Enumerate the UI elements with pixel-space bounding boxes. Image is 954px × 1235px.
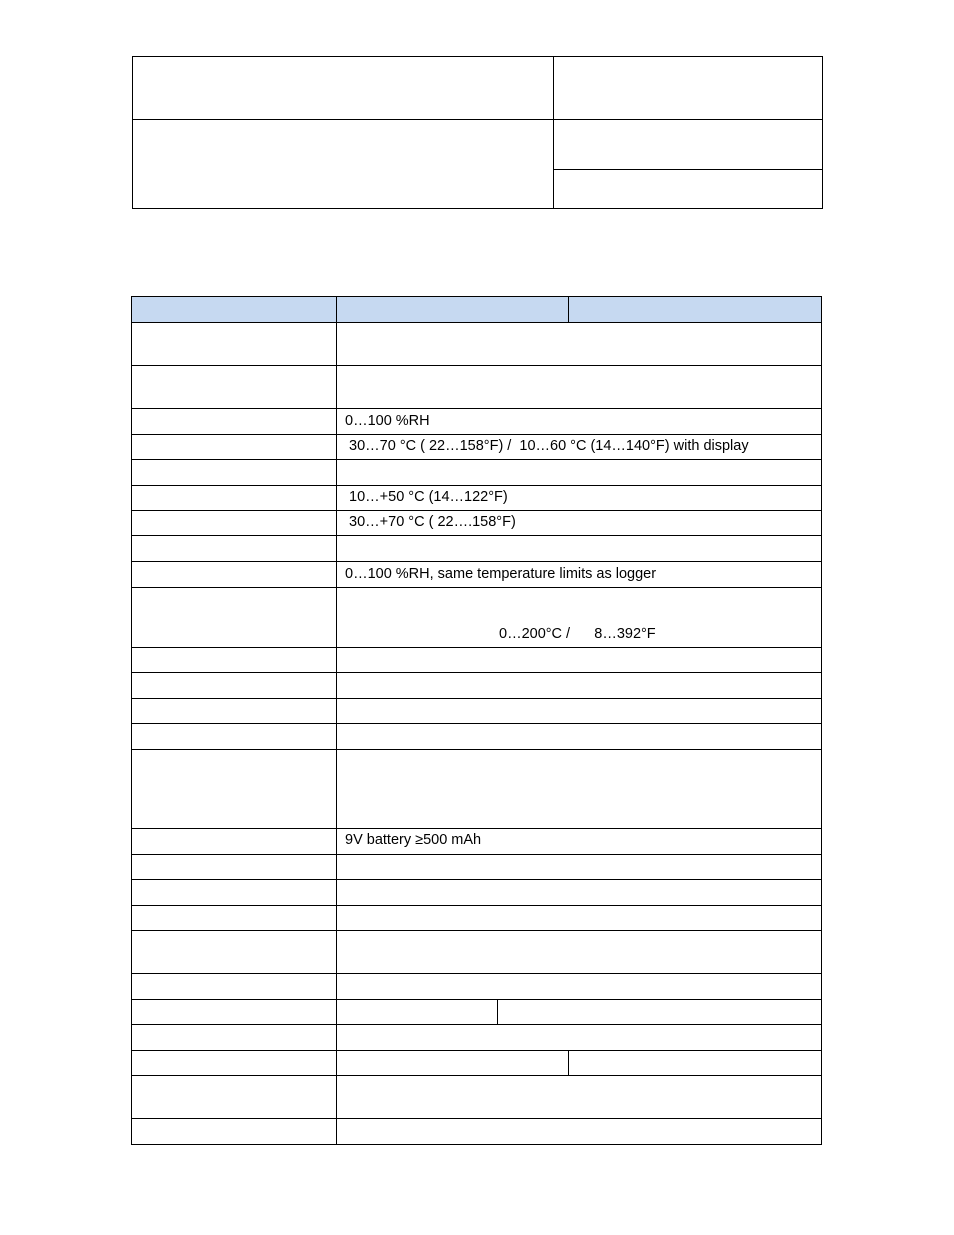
top-info-table [132, 56, 823, 209]
spec-table-row-line [131, 587, 822, 588]
spec-table-row-line [131, 828, 822, 829]
probe-temperature-range-value: 0…200°C / 8…392°F [499, 626, 656, 642]
spec-table-row-line [131, 1050, 822, 1051]
spec-table-row-line [131, 672, 822, 673]
operating-range-value: 30…+70 °C ( 22….158°F) [345, 514, 516, 530]
spec-table-row-line [131, 749, 822, 750]
spec-table-row-line [131, 459, 822, 460]
spec-table-row-line [131, 1118, 822, 1119]
spec-table-row-line [131, 905, 822, 906]
spec-table-row-line [131, 1024, 822, 1025]
spec-table-header-divider [568, 296, 569, 322]
top-table-row-line [132, 119, 823, 120]
operating-range-value: 10…+50 °C (14…122°F) [345, 489, 508, 505]
spec-table-label-column-divider [336, 296, 337, 1145]
spec-table-row-line [131, 408, 822, 409]
spec-table-row-line [131, 999, 822, 1000]
spec-table-row-line [131, 723, 822, 724]
spec-table-row-line [131, 1075, 822, 1076]
spec-table-row-line [131, 930, 822, 931]
spec-table-row-line [131, 510, 822, 511]
spec-table-row-line [131, 647, 822, 648]
logger-temperature-range-value: 30…70 °C ( 22…158°F) / 10…60 °C (14…140°F) with display [345, 438, 749, 454]
spec-table-row-line [131, 879, 822, 880]
top-table-divider [553, 56, 554, 209]
spec-table-row-line [131, 365, 822, 366]
humidity-range-value: 0…100 %RH [345, 413, 430, 429]
spec-table-row-line [131, 535, 822, 536]
spec-table-row-line [131, 322, 822, 323]
spec-table-row-line [131, 698, 822, 699]
spec-table-row-line [131, 561, 822, 562]
top-table-subrow-line [553, 169, 823, 170]
spec-table-row-divider [568, 1050, 569, 1075]
spec-table-row-line [131, 434, 822, 435]
spec-table-row-line [131, 854, 822, 855]
spec-table-row-divider [497, 999, 498, 1024]
spec-table-row-line [131, 973, 822, 974]
battery-value: 9V battery ≥500 mAh [345, 832, 482, 848]
spec-table-row-line [131, 485, 822, 486]
spec-table-border [131, 296, 822, 1145]
probe-humidity-range-value: 0…100 %RH, same temperature limits as logger [345, 566, 657, 582]
